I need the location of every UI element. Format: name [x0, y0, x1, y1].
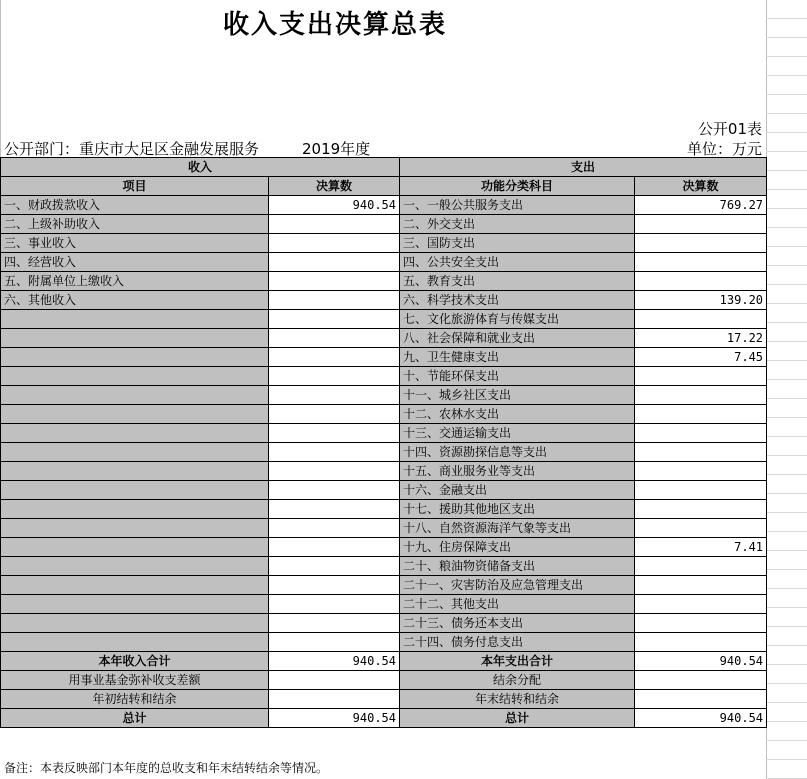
income-item-cell[interactable]	[1, 348, 269, 367]
expense-item-cell[interactable]: 十四、资源勘探信息等支出	[400, 443, 635, 462]
budget-table	[0, 157, 767, 728]
expense-amount-cell[interactable]	[635, 215, 767, 234]
income-amount-cell[interactable]	[269, 519, 400, 538]
table-row	[1, 443, 767, 462]
income-item-cell[interactable]	[1, 500, 269, 519]
table-row	[1, 500, 767, 519]
income-item-cell[interactable]: 三、事业收入	[1, 234, 269, 253]
income-item-cell[interactable]: 五、附属单位上缴收入	[1, 272, 269, 291]
expense-amount-cell[interactable]	[635, 576, 767, 595]
page-title: 收入支出决算总表	[222, 10, 447, 40]
summary-expense-label[interactable]: 总计	[400, 709, 635, 728]
income-item-cell[interactable]	[1, 614, 269, 633]
expense-section-header: 支出	[400, 158, 767, 177]
income-amount-cell[interactable]	[269, 633, 400, 652]
expense-item-cell[interactable]: 三、国防支出	[400, 234, 635, 253]
summary-income-amount[interactable]	[269, 690, 400, 709]
table-row	[1, 519, 767, 538]
expense-item-cell[interactable]: 十七、援助其他地区支出	[400, 500, 635, 519]
expense-item-cell[interactable]: 十八、自然资源海洋气象等支出	[400, 519, 635, 538]
expense-amount-cell[interactable]	[635, 500, 767, 519]
income-amount-cell[interactable]	[269, 291, 400, 310]
expense-amount-cell[interactable]	[635, 253, 767, 272]
income-amount-cell[interactable]	[269, 462, 400, 481]
table-row	[1, 291, 767, 310]
expense-amount-cell[interactable]	[635, 481, 767, 500]
expense-item-cell[interactable]: 十、节能环保支出	[400, 367, 635, 386]
income-item-cell[interactable]	[1, 557, 269, 576]
income-item-cell[interactable]	[1, 443, 269, 462]
income-amount-cell[interactable]	[269, 614, 400, 633]
fiscal-year: 2019年度	[302, 140, 371, 158]
expense-item-cell[interactable]: 十五、商业服务业等支出	[400, 462, 635, 481]
summary-income-label[interactable]: 总计	[1, 709, 269, 728]
summary-expense-amount[interactable]: 940.54	[635, 652, 767, 671]
expense-amount-cell[interactable]: 139.20	[635, 291, 767, 310]
expense-amount-cell[interactable]	[635, 519, 767, 538]
expense-amount-cell[interactable]	[635, 272, 767, 291]
income-item-cell[interactable]	[1, 329, 269, 348]
table-row	[1, 272, 767, 291]
summary-expense-label[interactable]: 年末结转和结余	[400, 690, 635, 709]
income-item-cell[interactable]	[1, 538, 269, 557]
income-item-cell[interactable]	[1, 633, 269, 652]
table-row	[1, 576, 767, 595]
table-row	[1, 348, 767, 367]
income-item-cell[interactable]	[1, 576, 269, 595]
income-item-cell[interactable]	[1, 424, 269, 443]
expense-amount-cell[interactable]: 7.41	[635, 538, 767, 557]
income-item-cell[interactable]: 六、其他收入	[1, 291, 269, 310]
table-row	[1, 538, 767, 557]
income-amount-cell[interactable]	[269, 500, 400, 519]
expense-item-cell[interactable]: 十一、城乡社区支出	[400, 386, 635, 405]
summary-expense-amount[interactable]	[635, 690, 767, 709]
summary-row	[1, 690, 767, 709]
department-label: 公开部门：重庆市大足区金融发展服务	[4, 140, 260, 158]
summary-row	[1, 652, 767, 671]
expense-item-cell[interactable]: 七、文化旅游体育与传媒支出	[400, 310, 635, 329]
summary-row	[1, 671, 767, 690]
income-item-cell[interactable]	[1, 367, 269, 386]
expense-amount-cell[interactable]	[635, 614, 767, 633]
expense-amount-cell[interactable]	[635, 405, 767, 424]
income-section-header: 收入	[1, 158, 400, 177]
expense-item-cell[interactable]: 二十、粮油物资储备支出	[400, 557, 635, 576]
expense-amount-cell[interactable]: 7.45	[635, 348, 767, 367]
income-amount-cell[interactable]	[269, 538, 400, 557]
income-amount-cell[interactable]	[269, 253, 400, 272]
income-item-cell[interactable]: 一、财政拨款收入	[1, 196, 269, 215]
summary-expense-label[interactable]: 本年支出合计	[400, 652, 635, 671]
income-item-cell[interactable]: 二、上级补助收入	[1, 215, 269, 234]
table-row	[1, 196, 767, 215]
income-amount-cell[interactable]	[269, 595, 400, 614]
empty-grid-column	[766, 0, 807, 778]
table-row	[1, 481, 767, 500]
table-row	[1, 405, 767, 424]
expense-amount-cell[interactable]: 769.27	[635, 196, 767, 215]
expense-amount-cell[interactable]	[635, 367, 767, 386]
summary-income-label[interactable]: 用事业基金弥补收支差额	[1, 671, 269, 690]
summary-income-label[interactable]: 本年收入合计	[1, 652, 269, 671]
expense-amount-cell[interactable]	[635, 462, 767, 481]
income-amount-cell[interactable]	[269, 424, 400, 443]
expense-amount-cell[interactable]	[635, 443, 767, 462]
table-row	[1, 633, 767, 652]
expense-amount-cell[interactable]	[635, 633, 767, 652]
expense-item-cell[interactable]: 十三、交通运输支出	[400, 424, 635, 443]
unit-label: 单位：万元	[686, 140, 762, 158]
table-row	[1, 424, 767, 443]
table-row	[1, 386, 767, 405]
table-row	[1, 310, 767, 329]
expense-amount-cell[interactable]	[635, 310, 767, 329]
summary-income-amount[interactable]: 940.54	[269, 709, 400, 728]
table-row	[1, 462, 767, 481]
table-row	[1, 557, 767, 576]
expense-item-cell[interactable]: 十九、住房保障支出	[400, 538, 635, 557]
income-item-cell[interactable]	[1, 310, 269, 329]
income-item-cell[interactable]	[1, 386, 269, 405]
summary-expense-label[interactable]: 结余分配	[400, 671, 635, 690]
table-row	[1, 215, 767, 234]
income-amount-cell[interactable]	[269, 215, 400, 234]
expense-item-cell[interactable]: 二十三、债务还本支出	[400, 614, 635, 633]
expense-item-cell[interactable]: 十六、金融支出	[400, 481, 635, 500]
expense-item-cell[interactable]: 八、社会保障和就业支出	[400, 329, 635, 348]
income-item-cell[interactable]: 四、经营收入	[1, 253, 269, 272]
expense-amount-cell[interactable]	[635, 234, 767, 253]
income-amount-cell[interactable]	[269, 576, 400, 595]
expense-item-cell[interactable]: 五、教育支出	[400, 272, 635, 291]
function-item-column-header: 功能分类科目	[400, 177, 635, 196]
summary-income-amount[interactable]: 940.54	[269, 652, 400, 671]
expense-amount-cell[interactable]	[635, 557, 767, 576]
footnote: 备注：本表反映部门本年度的总收支和年末结转结余等情况。	[4, 761, 329, 775]
income-item-cell[interactable]	[1, 595, 269, 614]
expense-amount-column-header: 决算数	[635, 177, 767, 196]
expense-item-cell[interactable]: 九、卫生健康支出	[400, 348, 635, 367]
expense-item-cell[interactable]: 四、公共安全支出	[400, 253, 635, 272]
income-amount-cell[interactable]	[269, 481, 400, 500]
income-amount-cell[interactable]	[269, 386, 400, 405]
summary-income-label[interactable]: 年初结转和结余	[1, 690, 269, 709]
table-row	[1, 614, 767, 633]
summary-expense-amount[interactable]	[635, 671, 767, 690]
expense-amount-cell[interactable]: 17.22	[635, 329, 767, 348]
income-amount-cell[interactable]	[269, 367, 400, 386]
income-item-cell[interactable]	[1, 481, 269, 500]
table-row	[1, 367, 767, 386]
expense-item-cell[interactable]: 二、外交支出	[400, 215, 635, 234]
income-amount-cell[interactable]	[269, 310, 400, 329]
expense-item-cell[interactable]: 十二、农林水支出	[400, 405, 635, 424]
income-amount-cell[interactable]	[269, 329, 400, 348]
summary-income-amount[interactable]	[269, 671, 400, 690]
item-column-header: 项目	[1, 177, 269, 196]
expense-amount-cell[interactable]	[635, 386, 767, 405]
expense-amount-cell[interactable]	[635, 595, 767, 614]
income-amount-cell[interactable]	[269, 557, 400, 576]
income-amount-cell[interactable]	[269, 348, 400, 367]
table-row	[1, 234, 767, 253]
income-amount-cell[interactable]	[269, 443, 400, 462]
income-amount-cell[interactable]	[269, 234, 400, 253]
income-amount-cell[interactable]: 940.54	[269, 196, 400, 215]
expense-item-cell[interactable]: 二十四、债务付息支出	[400, 633, 635, 652]
income-item-cell[interactable]	[1, 462, 269, 481]
income-item-cell[interactable]	[1, 519, 269, 538]
expense-item-cell[interactable]: 二十二、其他支出	[400, 595, 635, 614]
summary-row	[1, 709, 767, 728]
form-number: 公开01表	[697, 120, 762, 138]
expense-amount-cell[interactable]	[635, 424, 767, 443]
expense-item-cell[interactable]: 二十一、灾害防治及应急管理支出	[400, 576, 635, 595]
expense-item-cell[interactable]: 六、科学技术支出	[400, 291, 635, 310]
amount-column-header: 决算数	[269, 177, 400, 196]
table-row	[1, 329, 767, 348]
table-row	[1, 595, 767, 614]
expense-item-cell[interactable]: 一、一般公共服务支出	[400, 196, 635, 215]
income-amount-cell[interactable]	[269, 405, 400, 424]
table-row	[1, 253, 767, 272]
summary-expense-amount[interactable]: 940.54	[635, 709, 767, 728]
income-item-cell[interactable]	[1, 405, 269, 424]
income-amount-cell[interactable]	[269, 272, 400, 291]
